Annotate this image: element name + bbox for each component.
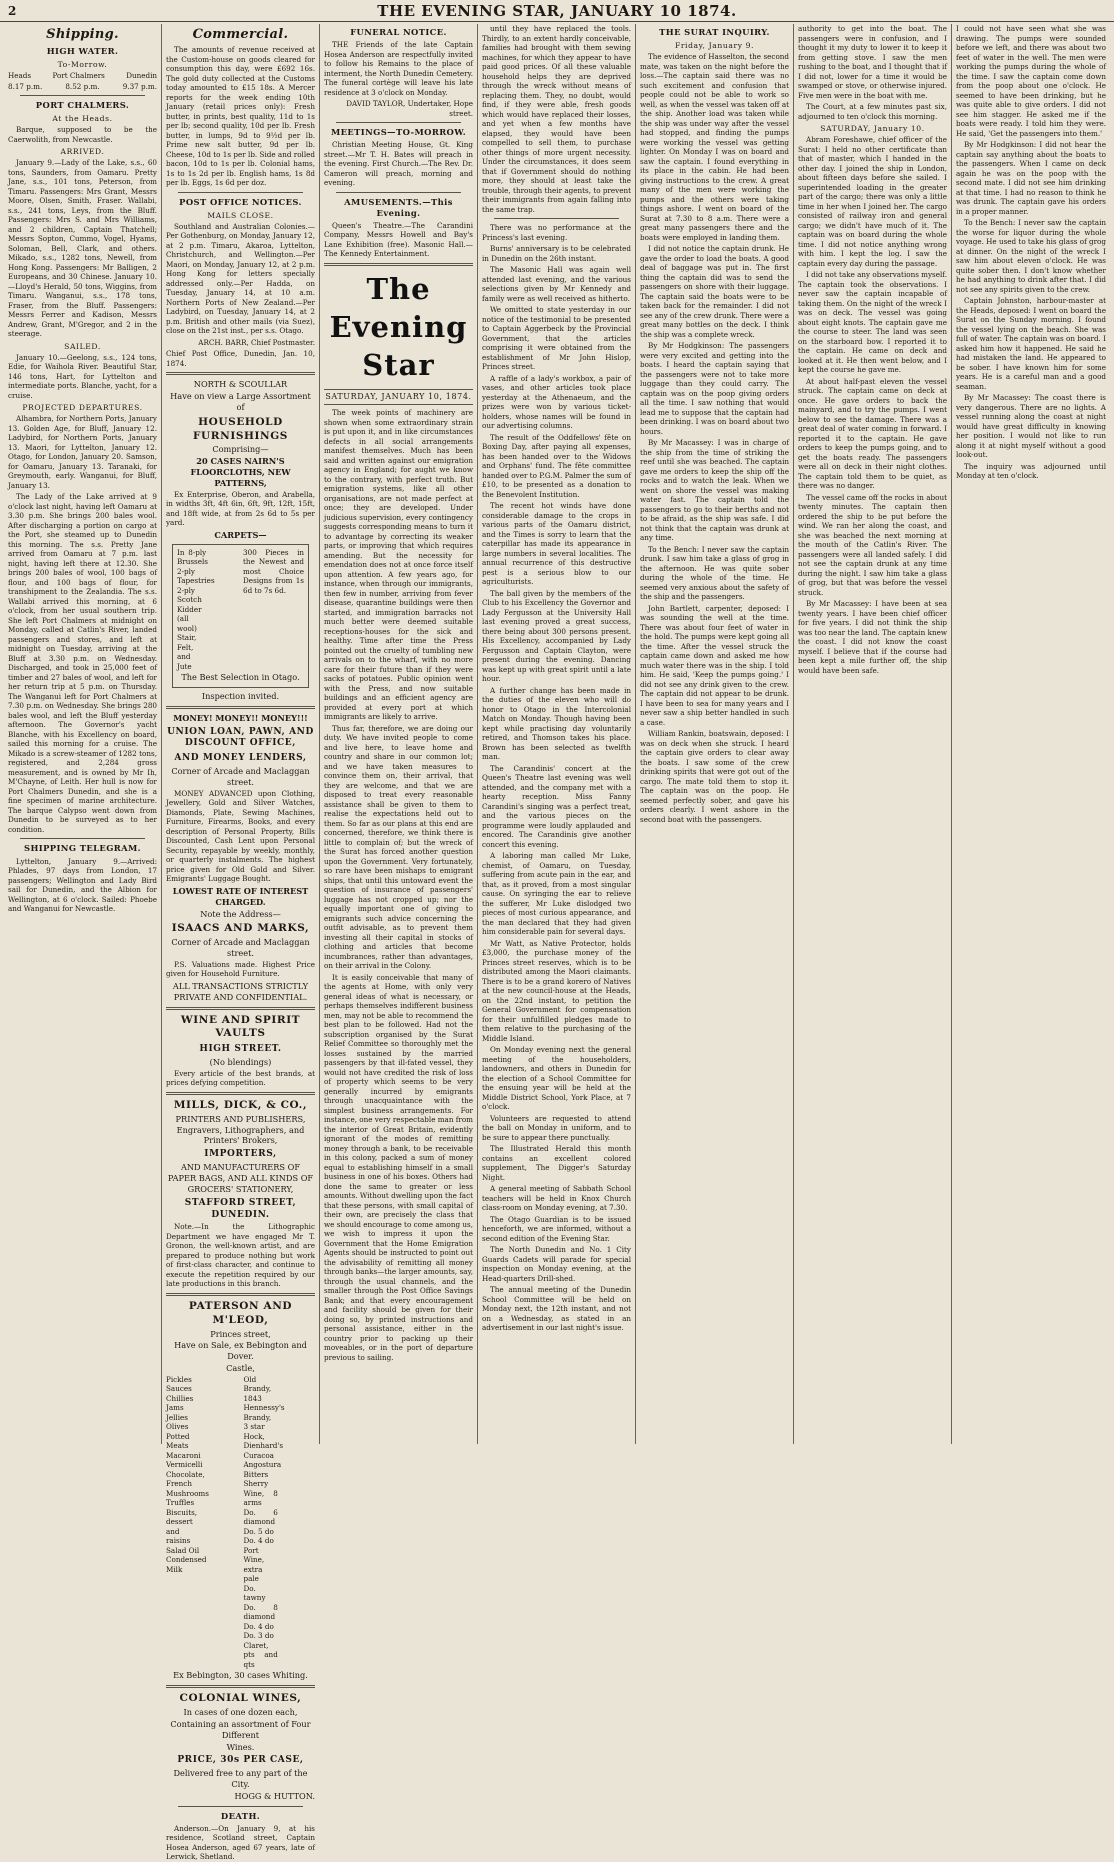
household-furnishings-heading: HOUSEHOLD FURNISHINGS (192, 415, 288, 442)
best-selection: The Best Selection in Otago. (181, 672, 300, 683)
north-scoullar-text: Ex Enterprise, Oberon, and Arabella, in widths 3ft, 4ft 6in, 6ft, 9ft, 12ft, 15ft, and 18ft wide, at from 2s 6d to 5s per yard. (166, 489, 315, 528)
column-surat-inquiry (636, 24, 794, 1444)
post-office-text: Southland and Australian Colonies.—Per Gothenburg, on Monday, January 12, at 2 p.m. Timaru, Akaroa, Lyttelton, Christchurch, and Wellington.—Per Maori, on Monday, January 12, at 2 p.m. Hong Kong for letters specially addressed only.—Per Hadda, on Tuesday, January 14, at 10 a.m. Northern Ports of New Zealand.—Per Ladybird, on Tuesday, January 14, at 2 p.m. British and other mails (via Suez), close on the 21st inst., per s.s. Otago. (166, 221, 315, 336)
goods-item: Port Wine, extra pale (243, 1545, 265, 1584)
goods-list-right (243, 1375, 315, 1670)
tide-time: 9.37 p.m. (122, 81, 157, 91)
colonial-wines-heading: COLONIAL WINES, (179, 1692, 302, 1705)
stafford-street: STAFFORD STREET, DUNEDIN. (184, 1197, 297, 1220)
inquiry-paragraph: By Mr Hodgkinson: I did not hear the captain say anything about the boats to the passengers. When I came on deck again he was on the poop with the second mate. I did not see him drinking at that time. I had no reason to think he was drunk. The captain gave his orders in a proper manner. (956, 140, 1106, 216)
meetings-heading: MEETINGS—TO-MORROW. (330, 127, 467, 138)
carpet-item: 2-ply Scotch (177, 585, 202, 605)
arrived-text: January 9.—Lady of the Lake, s.s., 60 tons, Saunders, from Oamaru. Pretty Jane, s.s., 101 tons, Peterson, from Timaru. Passengers: Mrs Grant, Messrs Moore, Olsen, Smith, Fraser. Wallabi, s.s., 241 tons, Leys, from the Bluff. Passengers: Mrs S. and Mrs Williams, and 2 children, Captain Thatchell; Messrs Sopton, Cummo, Vogel, Hyams, Soloman, Bell, Clark, and others. Mikado, s.s., 1282 tons, Newell, from Hong Kong. Passengers: Mr Balligen, 2 Europeans, and 30 Chinese. January 10.—Lloyd's Herald, 50 tons, Wiggins, from Timaru. Wanganui, s.s., 178 tons, Fraser, from the Bluff. Passengers: Messrs Ferrer and Kadison, Messrs Andrew, Grant, M'Gregor, and 2 in the steerage. (8, 158, 157, 339)
inquiry-paragraph: I did not notice the captain drunk. He gave the order to load the boats. A good deal of baggage was put in. The first thing the captain did was to send the passengers on shore with their luggage. The captain said the boats were to be taken back for the remainder. I did not see any of the crew drunk. There were a great many bottles on the deck. I think the ship was a complete wreck. (640, 244, 789, 339)
column-notices-leader (320, 24, 478, 1444)
goods-item: Claret, pts and qts (243, 1640, 278, 1669)
goods-item: Potted Meats (166, 1431, 190, 1451)
news-paragraph: A further change has been made in the duties of the eleven who will do honor to Otago in the Intercolonial Match on Monday. Though having been kept while practising day voluntarily retired, and Thomson takes his place. Brown has been selected as twelfth man. (482, 685, 631, 761)
money-heading: MONEY! MONEY!! MONEY!!! (173, 712, 308, 723)
inquiry-paragraph: The Court, at a few minutes past six, adjourned to ten o'clock this morning. (798, 102, 947, 121)
goods-item: Do. 4 do (243, 1621, 274, 1631)
goods-item: Condensed Milk (166, 1555, 207, 1574)
meetings-text: Christian Meeting House, Gt. King street.—Mr T. H. Bates will preach in the evening. First Church.—The Rev. Dr. Cameron will preach, morning and evening. (324, 140, 473, 188)
news-paragraph: The Carandinis' concert at the Queen's Theatre last evening was well attended, and the company met with a hearty reception. Miss Fanny Carandini's singing was a perfect treat, and the various pieces on the programme were loudly applauded and encored. The Carandinis give another concert this evening. (482, 763, 631, 849)
news-paragraph: Volunteers are requested to attend the ball on Monday in uniform, and to be sure to appear there punctually. (482, 1113, 631, 1142)
carpet-note: 300 Pieces in the Newest and most Choice Designs from 1s 6d to 7s 6d. (243, 547, 304, 595)
goods-item: Pickles (166, 1374, 192, 1384)
tide-place: Port Chalmers (52, 71, 105, 81)
news-paragraph: A laboring man called Mr Luke, chemist, of Oamaru, on Tuesday, suffering from acute pain in the ear, and that, as it proved, from a most singular cause. On syringing the ear to relieve the sufferer, Mr Luke dislodged two pieces of most curious appearance, and the man declared that they had given him considerable pain for several days. (482, 851, 631, 936)
news-paragraph: We omitted to state yesterday in our notice of the testimonial to be presented to Captain Aggerbeck by the Provincial Government, that the articles comprising it were obtained from the establishment of Mr John Hislop, Princes street. (482, 305, 631, 371)
inquiry-paragraph: The evidence of Hasselton, the second mate, was taken on the night before the loss.—The captain said there was no such excitement and confusion that people could not be able to work so well, as when the vessel was taken off at the ship. Another load was taken while the ship was under way after the vessel had stopped, and finding the pumps were working the vessel was getting lighter. On Monday I was on board and saw the captain. I found everything in its place in the cabin. He had been giving instructions to the crew. A great many of the men were working the pumps and the others were taking things ashore. I went on board of the Surat at 7.30 to 8 a.m. There were a great many passengers there and the boats were employed in landing them. (640, 52, 789, 242)
high-street: HIGH STREET. (199, 1044, 282, 1055)
colonial-wines-text: Containing an assortment of Four Different (170, 1718, 311, 1740)
news-paragraph: until they have replaced the tools. Thirdly, to an extent hardly conceivable, families had brought with them sewing machines, for which they appear to have paid good prices. Of all these valuable household helps they are deprived through the wreck without means of replacing them. They, no doubt, would find, if they were able, fresh goods which would have replaced their losses, and yet when a few months have elapsed, they would have been compelled to sell them, to purchase other things of more urgent necessity. Under the circumstances, it does seem that if Government should do nothing more, they should at least take the trouble, through their agents, to prevent their immigrants from again falling into the same trap. (482, 24, 631, 214)
inquiry-paragraph: John Bartlett, carpenter, deposed: I was sounding the well at the time. There was about four feet of water in the hold. The pumps were kept going all the time. After the vessel struck the captain came down and asked me how much water there was in the ship. I told him. He said, 'Keep the pumps going.' I did not see any drink given to the crew. The captain did not appear to be drunk. I have been to sea for many years and I never saw a ship better handled in such a case. (640, 603, 789, 727)
importers-heading: IMPORTERS, (204, 1149, 277, 1160)
news-paragraph: On Monday evening next the general meeting of the householders, landowners, and others in Dunedin for the election of a School Committee for the ensuing year will be held at the Middle District School, York Place, at 7 o'clock. (482, 1045, 631, 1111)
north-scoullar-heading: NORTH & SCOULLAR (193, 379, 288, 390)
page-number: 2 (8, 4, 17, 18)
news-paragraph: The Otago Guardian is to be issued henceforth, we are informed, without a second edition of the Evening Star. (482, 1214, 631, 1243)
funeral-heading: FUNERAL NOTICE. (350, 27, 447, 37)
tide-place: Dunedin (126, 71, 157, 81)
news-paragraph: There was no performance at the Princess's last evening. (482, 223, 631, 242)
column-inquiry-final (952, 24, 1110, 1444)
news-paragraph: The Illustrated Herald this month contains an excellent colored supplement, The Digger's Saturday Night. (482, 1144, 631, 1182)
at-heads-heading: At the Heads. (52, 114, 113, 124)
post-office-heading: POST OFFICE NOTICES. (179, 196, 302, 207)
divider (166, 1685, 315, 1688)
note-address: Note the Address— (200, 908, 281, 919)
inquiry-paragraph: The vessel came off the rocks in about twenty minutes. The captain then ordered the ship to be put before the wind. We ran her along the coast, and she was beached the next morning at the mouth of the Catlin's River. The passengers were all landed safely. I did not see the captain drunk at any time during the night. I saw him take a glass of grog, but that was before the vessel struck. (798, 492, 947, 597)
goods-item: Do. 6 diamond (243, 1507, 278, 1527)
inquiry-paragraph: authority to get into the boat. The passengers were in confusion, and I thought it my duty to lower it to keep it from getting stove. I saw the men rushing to the boat, and I thought that if I did not, lower for a time it would be swamped or stove, or otherwise injured. Five men were in the boat with me. (798, 24, 947, 100)
projected-text: Alhambra, for Northern Ports, January 13. Golden Age, for Bluff, January 12. Ladybird, for Northern Ports, January 13. Maori, for Lyttelton, January 12. Otago, for London, January 20. Samson, for Oamaru, January 13. Taranaki, for Greymouth, early. Wanganui, for Bluff, January 13. (8, 414, 157, 490)
divider (178, 192, 303, 193)
goods-item: Mushrooms (166, 1488, 209, 1498)
commercial-text: The amounts of revenue received at the Custom-house on goods cleared for consumption this day, were £692 16s. The gold duty collected at the Customs today amounted to £15 18s. A Mercer reports for the week ending 10th January (retail prices only): Fresh butter, in prints, best quality, 11d to 1s per lb; second quality, 10d per lb. Fresh butter, in lumps, 9d to 9½d per lb. Prime new salt butter, 9d per lb. Cheese, 10d to 1s per lb. Side and rolled bacon, 10d to 1s per lb. Colonial hams, 1s to 1s 2d per lb. English hams, 1s 8d per lb. Eggs, 1s 6d per doz. (166, 45, 315, 188)
carpet-item: Stair, Felt, and Jute (177, 633, 197, 671)
ex-bebington: Ex Bebington, 30 cases Whiting. (173, 1670, 308, 1681)
post-office-date: Chief Post Office, Dunedin, Jan. 10, 1874. (166, 349, 315, 368)
news-paragraph: The annual meeting of the Dunedin School Committee will be held on Monday next, the 12th instant, and not on a Wednesday, as stated in an advertisement in our last night's issue. (482, 1285, 631, 1332)
inquiry-paragraph: By Mr Macassey: I have been at sea twenty years. I have been chief officer for five years. I did not think the ship was too near the land. The captain knew the coast. I did not know the coast myself. I believe that if the course had been kept a mile further off, the ship would have been safe. (798, 599, 947, 675)
goods-item: Macaroni (166, 1450, 201, 1460)
news-paragraph: A raffle of a lady's workbox, a pair of vases, and other articles took place yesterday at the Athenaeum, and the prizes were won by various ticket-holders, whose names will be found in our advertising columns. (482, 373, 631, 430)
goods-item: Truffles (166, 1498, 195, 1508)
union-loan-heading: UNION LOAN, PAWN, AND DISCOUNT OFFICE, (167, 726, 314, 749)
goods-item: Do. 5 do (243, 1526, 274, 1536)
telegram-text: Lyttelton, January 9.—Arrived: Phlades, 97 days from London, 17 passengers; Wellington and Lady Bird sail for Dunedin, and the Albion for Wellington, at 6 o'clock. Sailed: Phoebe and Wanganui for Newcastle. (8, 856, 157, 914)
divider (20, 95, 145, 96)
divider (166, 372, 315, 375)
mails-close-heading: MAILS CLOSE. (207, 210, 274, 220)
mills-dick-sub: PRINTERS AND PUBLISHERS, Engravers, Lithographers, and Printers' Brokers, (175, 1113, 306, 1146)
arrived-heading: ARRIVED. (60, 147, 105, 157)
lowest-rate: LOWEST RATE OF INTEREST CHARGED. (172, 885, 309, 907)
at-heads-text: Barque, supposed to be the Caerwolith, from Newcastle. (8, 125, 157, 144)
leader-paragraph: It is easily conceivable that many of the agents at Home, with only very general ideas of what is necessary, or perhaps themselves indifferent business men, may not be able to recommend the best plan to be followed. Had not the subscription organised by the Surat Relief Committee so thoroughly met the losses sustained by the married passengers by that ill-fated vessel, they would not have credited the risk of loss of property which seems to be very generally incurred by emigrants through unacquaintance with the simplest business arrangements. For instance, one very respectable man from the interior of Great Britain, evidently ignorant of the modes of remitting money through a bank, to be receivable in this colony, packed a sum of money equal to establishing himself in a small business in one of his boxes. Others had done the same to greater or less amounts. Without dwelling upon the fact that these persons, with small capital of their own, are precisely the class that we should encourage to come among us, we wish to impress it upon the Government that the Home Emigration Agents should be instructed to point out the advisability of remitting all money through banks—the larger amounts, say, through the usual channels, and the smaller through the Post Office Savings Bank; and that every encouragement and facility should be given for their doing so, by printed instructions and personal assistance, either in the country prior to packing up their moveables, or in the port of departure previous to sailing. (324, 972, 473, 1362)
goods-item: Do. 8 diamond (243, 1602, 278, 1622)
leader-paragraph: Thus far, therefore, we are doing our duty. We have invited people to come and live here, to leave home and country and share in our common lot; and we have taken measures to convince them on, their arrival, that they are welcome, and that we are disposed to treat every reasonable assistance shall be given to them to realise the expectations held out to them. So far as our plans at this end are concerned, therefore, we think there is little to complain of; but the wreck of the Surat has forced another question upon the Government. Very fortunately, so rare have been mishaps to emigrant ships, that until this untoward event the question of insurance of passengers' luggage has not cropped up; nor the equally important one of giving to emigrants such advice concerning the outfit advisable, as to prevent them investing all their capital in stocks of clothing and articles that become incumbrances, rather than advantages, on their arrival in the Colony. (324, 723, 473, 971)
divider (494, 218, 619, 219)
divider (324, 263, 473, 266)
news-paragraph: The North Dunedin and No. 1 City Guards Cadets will parade for special inspection on Monday evening, at the Head-quarters Drill-shed. (482, 1245, 631, 1283)
tide-time: 8.52 p.m. (65, 81, 100, 91)
inquiry-paragraph: By Mr Macassey: The coast there is very dangerous. There are no lights. A vessel running along the coast at night would have great difficulty in knowing her position. I would not like to run along it at night myself without a good look-out. (956, 393, 1106, 459)
inquiry-paragraph: Abram Foreshawe, chief officer of the Surat: I held no other certificate than that of master, which I handed in the other day. I joined the ship in London, about fifteen days before she sailed. I superintended loading in the greater part of the cargo; there was only a little time in her when I joined her. The cargo consisted of railway iron and general cargo; we didn't have much of it. The captain was on board during the whole time. I did not notice anything wrong with him. I kept the log. I saw the captain every day during the passage. (798, 135, 947, 268)
news-paragraph: The Masonic Hall was again well attended last evening, and the various selections given by Mr Kennedy and family were as well received as hitherto. (482, 265, 631, 303)
column-local-news (478, 24, 636, 1444)
tide-row-times (8, 82, 157, 92)
surat-inquiry-heading: THE SURAT INQUIRY. (659, 27, 770, 37)
carpet-item: 2-ply Tapestries (177, 566, 215, 586)
goods-item: Do. 4 do (243, 1536, 274, 1546)
newspaper-page (4, 24, 1110, 1862)
goods-item: Jams (166, 1403, 184, 1413)
inquiry-paragraph: By Mr Macassey: I was in charge of the ship from the time of striking the reef until she was beached. The captain gave me orders to keep the ship off the rocks and to watch the leak. When we went on shore the vessel was making water fast. The captain told the passengers to go to their berths and not to be afraid, as the ship was safe. I did not think that the captain was drunk at any time. (640, 438, 789, 543)
wines-label: Wines. (226, 1741, 255, 1752)
divider (336, 192, 461, 193)
funeral-text: THE Friends of the late Captain Hosea Anderson are respectfully invited to follow his Remains to the place of interment, the North Dunedin Cemetery. The funeral cortège will leave his late residence at 3 o'clock on Monday. (324, 40, 473, 97)
carpet-item: In 8-ply Brussels (177, 547, 208, 567)
carpets-heading: CARPETS— (214, 529, 267, 540)
paterson-heading: PATERSON AND M'LEOD, (188, 1299, 293, 1326)
surat-inquiry-date: Friday, January 9. (674, 41, 755, 51)
goods-item: Do. tawny (243, 1583, 266, 1603)
dateline: SATURDAY, JANUARY 10, 1874. (324, 389, 473, 406)
column-shipping (4, 24, 162, 1444)
column-inquiry-continued (794, 24, 952, 1444)
paterson-sub: Have on Sale, ex Bebington and Dover. (174, 1340, 307, 1362)
nairn-cases: 20 CASES NAIRN'S FLOORCLOTHS, NEW PATTERNS, (190, 456, 291, 488)
goods-item: Hennessy's Brandy, 3 star (243, 1403, 285, 1432)
news-paragraph: A general meeting of Sabbath School teachers will be held in Knox Church class-room on Monday evening, at 7.30. (482, 1184, 631, 1212)
hogg-hutton: HOGG & HUTTON. (234, 1790, 315, 1801)
goods-item: Salad Oil (166, 1545, 200, 1555)
carpets-box (172, 544, 309, 688)
death-heading: DEATH. (220, 1810, 261, 1821)
leader-paragraph: The week points of machinery are shown when some extraordinary strain is put upon it, and in like circumstances defects in all social arrangements manifest themselves. Much has been said and written against our emigration agency in England; for aught we know to the contrary, with perfect truth. But emigration systems, like all other organisations, are not made perfect at once; they are developed. Under judicious supervision, every contingency suggests corresponding means to turn it to advantage by correcting its weaker parts, or improving that which requires amending. But the necessity for emendation does not at once force itself upon attention. A few years ago, for instance, when through our immigrants, then few in number, arriving from fever disease, quarantine buildings were then started, and immigration barracks not much better were deemed suitable receptions-houses for the sick and healthy. Time after time the Press pointed out the cruelty of tumbling new arrivals on to the wharf, with no more care for their future than if they were sacks of potatoes. Public opinion went with the Press, and now suitable buildings and an efficient agency are provided at every port at which immigrants are likely to arrive. (324, 408, 473, 722)
masthead (0, 0, 1114, 22)
divider (166, 1007, 315, 1010)
carpet-list (177, 548, 238, 672)
price-label: PRICE, 30s PER CASE, (177, 1755, 304, 1766)
goods-item: Biscuits, dessert and raisins (166, 1507, 198, 1546)
goods-item: Sherry Wine, 8 arms (243, 1479, 278, 1508)
news-paragraph: Burns' anniversary is to be celebrated in Dunedin on the 26th instant. (482, 244, 631, 263)
inquiry-paragraph: To the Bench: I never saw the captain the worse for liquor during the whole voyage. He used to take his glass of grog at dinner. On the night of the wreck I saw him about eleven o'clock. He was quite sober then. I don't know whether he had anything to drink after that. I did not see any spirits given to the crew. (956, 218, 1106, 294)
high-water-heading: HIGH WATER. (46, 46, 119, 57)
port-heading: PORT CHALMERS. (35, 100, 130, 111)
inquiry-paragraph: To the Bench: I never saw the captain drunk. I saw him take a glass of grog in the afternoon. He was quite sober during the whole of the time. He seemed very anxious about the safety of the ship and the passengers. (640, 544, 789, 602)
inquiry-paragraph: By Mr Hodgkinson: The passengers were very excited and getting into the boats. I heard the captain saying that the passengers were not to take more luggage than they could carry. The captain was on the poop giving orders all the time. I saw nothing that would lead me to suppose that the captain had been drinking. I was on board about two hours. (640, 341, 789, 436)
funeral-signature: DAVID TAYLOR, Undertaker, Hope street. (346, 99, 473, 118)
isaacs-ps: P.S. Valuations made. Highest Price given for Household Furniture. (166, 959, 315, 979)
projected-heading: PROJECTED DEPARTURES. (22, 403, 143, 413)
isaacs-corner: Corner of Arcade and Maclaggan street. (171, 937, 310, 959)
inquiry-paragraph: I could not have seen what she was drawing. The pumps were sounded before we left, and there was about two feet of water in the well. The men were working the pumps during the whole of the time. I saw the captain come down from the poop about one o'clock. He seemed to have been drinking, but he was quite able to give orders. I did not see him stagger. He asked me if the boats were ready. I told him they were. He said, 'Get the passengers into them.' (956, 24, 1106, 138)
confidential-note: ALL TRANSACTIONS STRICTLY PRIVATE AND CONFIDENTIAL. (172, 980, 309, 1002)
goods-item: Chocolate, French (166, 1469, 205, 1489)
saturday-heading: SATURDAY, January 10. (820, 124, 925, 133)
commercial-heading: Commercial. (192, 27, 289, 42)
divider (336, 122, 461, 123)
shipping-news-text: The Lady of the Lake arrived at 9 o'clock last night, having left Oamaru at 3.30 p.m. She brings 200 bales wool. After discharging a portion on cargo at the Port, she steamed up to Dunedin this morning. The s.s. Pretty Jane arrived from Oamaru at 7 p.m. last night, having left there at 12.30. She brings 200 bales of wool, 100 bags of flour, and 100 bags of flour, for transhipment to the Zealandia. The s.s. Wallabi arrived this morning, at 6 o'clock, from her usual southern trip. She left Port Chalmers at midnight on Monday, called at Catlin's River, landed passengers and stores, and left at midnight on Tuesday, arriving at the Bluff at 3.30 p.m. on Wednesday. Discharged, and took in 25,000 feet of timber and 27 bales of wool, and left for her return trip at 5 p.m. on Thursday. The Wanganui left for Port Chalmers at 7.30 p.m. on Wednesday. She brings 280 bales wool, and left the Bluff yesterday afternoon. The Governor's yacht Blanche, with his Excellency on board, sailed this morning for a cruise. The Mikado is a screw-steamer of 1282 tons, registered, and 2,284 gross measurement, and is owned by Mr Ih, M'Chayne, of Leith. Her hull is now for Port Chalmers Dunedin, and she is a fine specimen of marine architecture. The barque Calypso went down from Dunedin to be surveyed as to her condition. (8, 492, 157, 834)
tide-row-names (8, 71, 157, 81)
goods-item: Angostura Bitters (243, 1460, 282, 1479)
news-paragraph: Mr Watt, as Native Protector, holds £3,000, the purchase money of the Princes street reserves, which is to be distributed among the Maori claimants. There is to be a grand korero of Natives at the new council-house at the Heads, on the 22nd instant, to petition the General Government for compensation for their unfulfilled pledges made to them relative to the purchasing of the Middle Island. (482, 938, 631, 1043)
castle-label: Castle, (226, 1363, 255, 1374)
news-paragraph: The ball given by the members of the Club to his Excellency the Governor and Lady Fergusson at the University Hall last evening proved a great success, there being about 300 persons present. His Excellency, accompanied by Lady Fergusson and Captain Clayton, were present during the evening. Dancing was kept up with great spirit until a late hour. (482, 588, 631, 683)
goods-list-left (166, 1375, 238, 1670)
tide-time: 8.17 p.m. (8, 81, 43, 91)
comprising-label: Comprising— (212, 444, 269, 455)
goods-item: Chillies (166, 1393, 194, 1403)
evening-star-banner: The Evening Star (329, 271, 468, 383)
inquiry-paragraph: I did not take any observations myself. The captain took the observations. I never saw the captain incapable of taking them. On the night of the wreck I was on deck. The vessel was going about eight knots. The captain gave me the course to steer. The land was seen on the starboard bow. I reported it to the captain. He came on deck and looked at it. He then went below, and I kept the course he gave me. (798, 270, 947, 375)
colonial-wines-sub: In cases of one dozen each, (183, 1707, 298, 1718)
shipping-heading: Shipping. (46, 27, 119, 42)
north-scoullar-sub: Have on view a Large Assortment of (170, 391, 311, 412)
inquiry-paragraph: William Rankin, boatswain, deposed: I was on deck when she struck. I heard the captain give orders to clear away the boats. I saw some of the crew drinking spirits that were got out of the cargo. The mate told them to stop it. The captain was on the poop. He seemed perfectly sober, and gave his orders clearly. I went ashore in the second boat with the passengers. (640, 729, 789, 824)
paterson-goods (166, 1375, 315, 1670)
amusements-text: Queen's Theatre.—The Carandini Company, Messrs Howell and Bay's Lane Exhibition (free). Masonic Hall.—The Kennedy Entertainment. (324, 220, 473, 259)
money-text: MONEY ADVANCED upon Clothing, Jewellery, Gold and Silver Watches, Diamonds, Plate, Sewing Machines, Furniture, Firearms, Books, and every description of Personal Property, Bills Discounted, Cash Lent upon Personal Security, repayable by weekly, monthly, or quarterly instalments. The highest price given for Old Gold and Silver. Emigrants' Luggage Bought. (166, 788, 315, 884)
divider (20, 838, 145, 839)
masthead-title: THE EVENING STAR, JANUARY 10 1874. (377, 2, 737, 20)
goods-item: Do. 3 do (243, 1631, 274, 1641)
goods-item: Hock, Dienhard's (243, 1431, 284, 1451)
inspection-invited: Inspection invited. (201, 690, 280, 701)
isaacs-marks-heading: ISAACS AND MARKS, (171, 922, 310, 935)
column-commercial-ads (162, 24, 320, 1862)
mills-dick-heading: MILLS, DICK, & CO., (173, 1098, 308, 1111)
no-blendings: (No blendings) (209, 1057, 272, 1068)
goods-item: Old Brandy, 1843 (243, 1374, 272, 1403)
divider (178, 1806, 303, 1807)
mills-dick-note: Note.—In the Lithographic Department we have engaged Mr T. Gronon, the well-known artist, and are prepared to produce nothing but work of first-class character, and continue to execute the repetition required by our late productions in this branch. (166, 1222, 315, 1289)
divider (166, 1092, 315, 1095)
death-text: Anderson.—On January 9, at his residence, Scotland street, Captain Hosea Anderson, aged 67 years, late of Lerwick, Shetland. (166, 1823, 315, 1862)
money-corner: Corner of Arcade and Maclaggan street. (171, 766, 310, 788)
news-paragraph: The result of the Oddfellows' fête on Boxing Day, after paying all expenses, has been handed over to the Widows and Orphans' fund. The fête committee handed over to P.G.M. Palmer the sum of £10, to be presented as a donation to the Benevolent Institution. (482, 432, 631, 499)
divider (166, 706, 315, 709)
wine-vaults-heading: WINE AND SPIRIT VAULTS (180, 1013, 301, 1040)
princes-street: Princes street, (210, 1328, 271, 1339)
sailed-text: January 10.—Geelong, s.s., 124 tons, Edie, for Waihola River. Beautiful Star, 146 tons, Hart, for Lyttelton and intermediate ports. Blanche, yacht, for a cruise. (8, 352, 157, 400)
inquiry-paragraph: Captain Johnston, harbour-master at the Heads, deposed: I went on board the Surat on the Sunday morning. I found the vessel lying on the beach. She was full of water. The captain was on board. I asked him how it happened. He said he had mistaken the land. He appeared to be sober. I have known him for some years. He is a careful man and a good seaman. (956, 296, 1106, 391)
inquiry-paragraph: At about half-past eleven the vessel struck. The captain came on deck at once. He gave orders to back the mainyard, and to try the pumps. I went below to see the damage. There was a great deal of water coming in forward. I reported it to the captain. He gave orders to keep the pumps going, and to get the boats ready. The passengers were all on deck in their night clothes. The captain told them to be quiet, as there was no danger. (798, 376, 947, 491)
divider (166, 1293, 315, 1296)
tide-place: Heads (8, 71, 32, 81)
sailed-heading: SAILED. (64, 341, 101, 351)
high-water-sub: To-Morrow. (57, 60, 108, 70)
post-office-signature: ARCH. BARR, Chief Postmaster. (198, 337, 315, 347)
goods-item: Vermicelli (166, 1460, 203, 1470)
goods-item: Olives (166, 1422, 189, 1432)
telegram-heading: SHIPPING TELEGRAM. (24, 843, 141, 854)
goods-item: Sauces (166, 1384, 192, 1394)
inquiry-paragraph: The inquiry was adjourned until Monday at ten o'clock. (956, 461, 1106, 480)
goods-item: Jellies (166, 1412, 188, 1422)
money-lenders-heading: AND MONEY LENDERS, (174, 753, 307, 764)
news-paragraph: The recent hot winds have done considerable damage to the crops in various parts of the Oamaru district, and the Times is sorry to learn that the caterpillar has made its appearance in large numbers in several localities. The annual recurrence of this destructive pest is a serious blow to our agriculturists. (482, 501, 631, 586)
carpet-item: Kidder (all wool) (177, 604, 202, 633)
goods-item: Curacoa (243, 1450, 274, 1460)
mills-dick-text: AND MANUFACTURERS OF PAPER BAGS, AND ALL KINDS OF GROCERS' STATIONERY, (167, 1162, 314, 1194)
amusements-heading: AMUSEMENTS.—This Evening. (344, 196, 453, 218)
delivered-label: Delivered free to any part of the City. (173, 1768, 308, 1790)
wine-text: Every article of the best brands, at prices defying competition. (166, 1068, 315, 1088)
